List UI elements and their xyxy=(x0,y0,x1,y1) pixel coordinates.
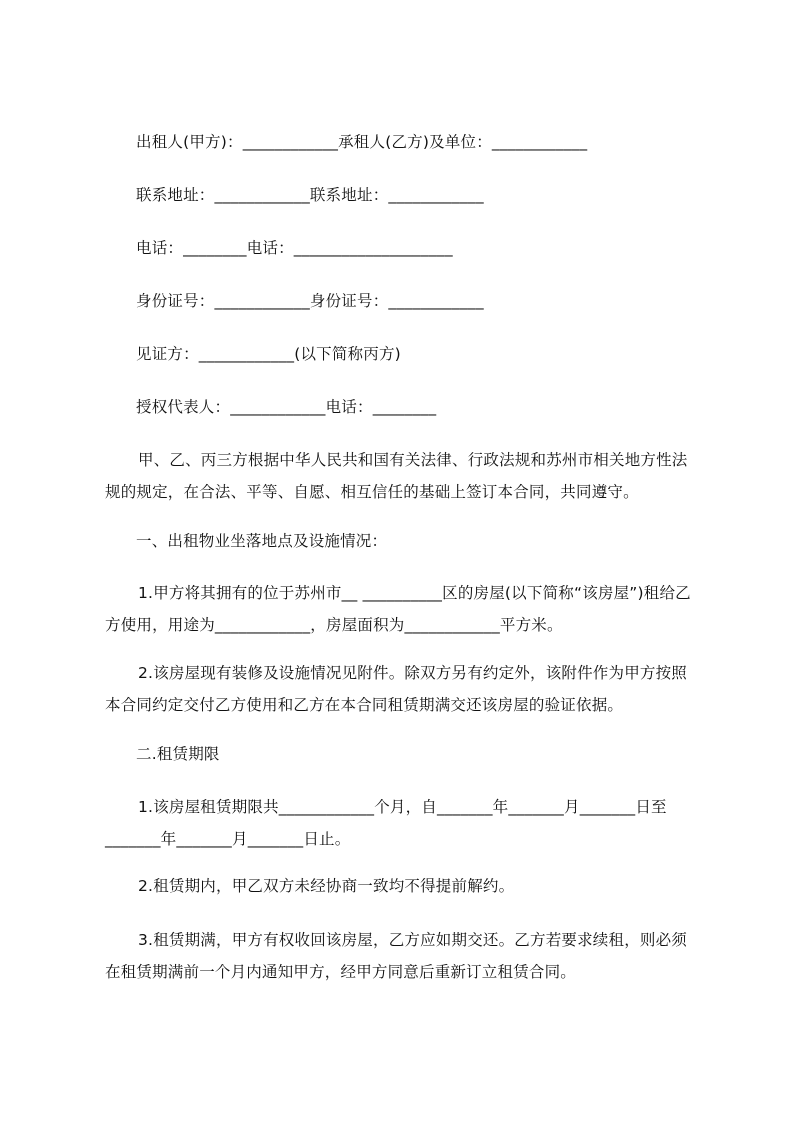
section-2-item-2-text: 2.租赁期内，甲乙双方未经协商一致均不得提前解约。 xyxy=(138,877,515,895)
preamble-text: 甲、乙、丙三方根据中华人民共和国有关法律、行政法规和苏州市相关地方性法规的规定，在合法、平等、自愿、相互信任的基础上签订本合同，共同遵守。 xyxy=(105,451,688,501)
contact-address-line: 联系地址：____________联系地址：____________ xyxy=(136,186,484,204)
section-1-item-1 xyxy=(105,577,701,641)
section-1-title: 一、出租物业坐落地点及设施情况： xyxy=(136,532,388,550)
section-2-item-1 xyxy=(105,791,701,855)
phone-line: 电话：________电话：____________________ xyxy=(136,239,453,257)
section-2-item-3 xyxy=(105,924,701,988)
section-2-item-3-text: 3.租赁期满，甲方有权收回该房屋，乙方应如期交还。乙方若要求续租，则必须在租赁期满前一个月内通知甲方，经甲方同意后重新订立租赁合同。 xyxy=(105,931,687,981)
authorized-representative-line: 授权代表人：____________电话：________ xyxy=(136,398,437,416)
section-1-item-1-text: 1.甲方将其拥有的位于苏州市__ __________区的房屋(以下简称“该房屋”)租给乙方使用，用途为____________，房屋面积为____________平方米。 xyxy=(105,584,691,634)
witness-line: 见证方：____________(以下简称丙方) xyxy=(136,345,401,363)
preamble-paragraph xyxy=(105,444,701,508)
section-2-item-1-text: 1.该房屋租赁期限共____________个月，自_______年_______月_______日至_______年_______月_______日止。 xyxy=(105,798,667,848)
section-1-item-2 xyxy=(105,657,701,721)
section-1-item-2-text: 2.该房屋现有装修及设施情况见附件。除双方另有约定外，该附件作为甲方按照本合同约定交付乙方使用和乙方在本合同租赁期满交还该房屋的验证依据。 xyxy=(105,664,687,714)
section-2-item-2 xyxy=(105,870,701,902)
id-number-line: 身份证号：____________身份证号：____________ xyxy=(136,292,484,310)
section-2-title: 二.租赁期限 xyxy=(136,745,220,763)
party-info-line: 出租人(甲方)：____________承租人(乙方)及单位：____________ xyxy=(136,133,588,151)
